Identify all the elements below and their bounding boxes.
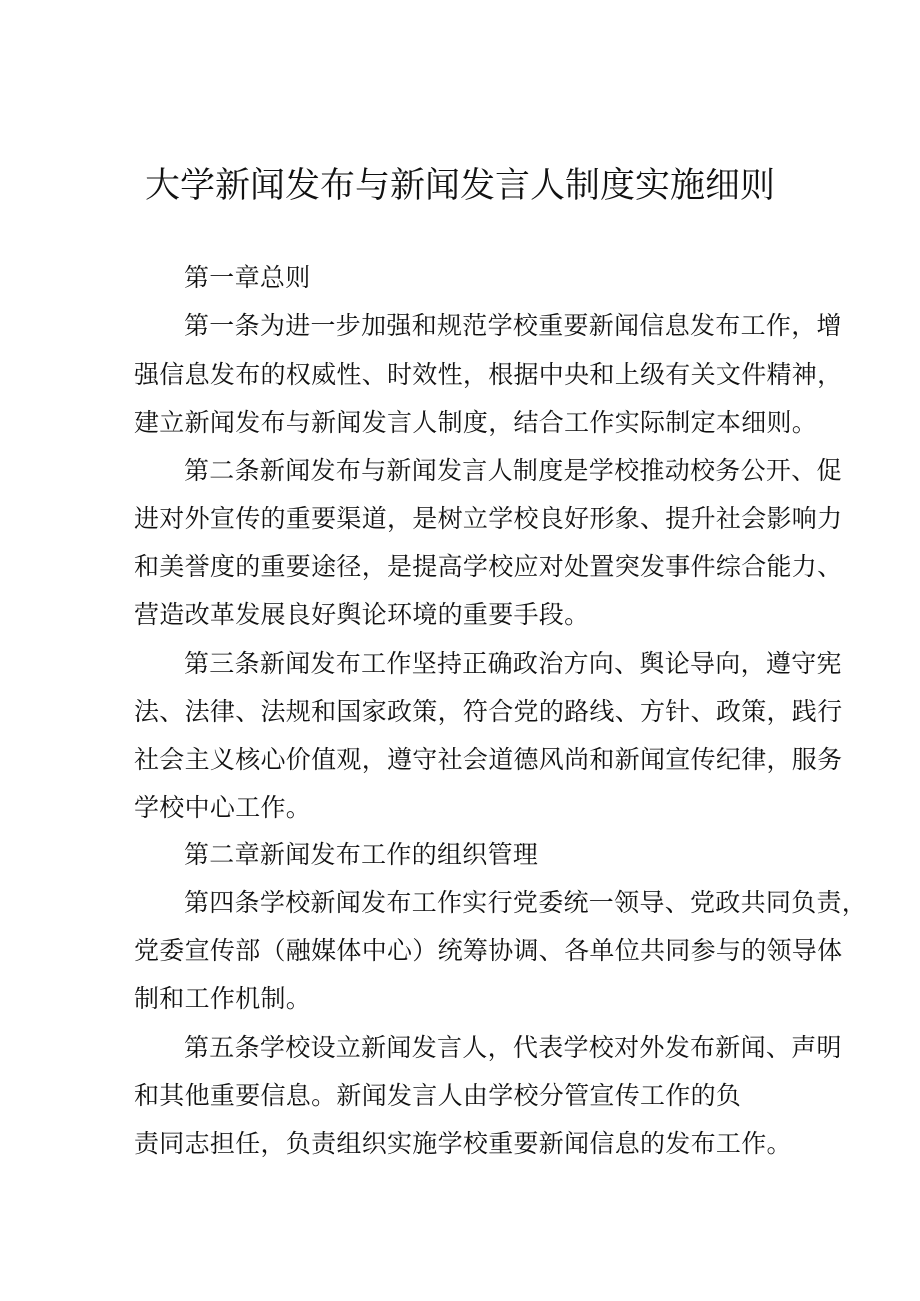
paragraph-line: 第二条新闻发布与新闻发言人制度是学校推动校务公开、促 (184, 456, 842, 485)
paragraph-line: 社会主义核心价值观，遵守社会道德风尚和新闻宣传纪律，服务 (134, 745, 843, 774)
paragraph-line: 制和工作机制。 (134, 984, 312, 1013)
paragraph-line: 第四条学校新闻发布工作实行党委统一领导、党政共同负责， (184, 888, 868, 917)
paragraph-line: 第五条学校设立新闻发言人，代表学校对外发布新闻、声明 (184, 1033, 842, 1062)
paragraph-line: 学校中心工作。 (134, 793, 312, 822)
paragraph-line: 第一条为进一步加强和规范学校重要新闻信息发布工作，增 (184, 311, 842, 340)
paragraph-line: 强信息发布的权威性、时效性，根据中央和上级有关文件精神， (134, 360, 843, 389)
document-title: 大学新闻发布与新闻发言人制度实施细则 (144, 166, 775, 206)
paragraph-line: 进对外宣传的重要渠道，是树立学校良好形象、提升社会影响力 (134, 504, 843, 533)
chapter-heading-1: 第一章总则 (184, 263, 311, 292)
chapter-heading-2: 第二章新闻发布工作的组织管理 (184, 840, 539, 869)
paragraph-line: 法、法律、法规和国家政策，符合党的路线、方针、政策，践行 (134, 697, 843, 726)
paragraph-line: 建立新闻发布与新闻发言人制度，结合工作实际制定本细则。 (134, 408, 818, 437)
paragraph-line: 党委宣传部（融媒体中心）统筹协调、各单位共同参与的领导体 (134, 936, 843, 965)
paragraph-line: 和其他重要信息。新闻发言人由学校分管宣传工作的负 (134, 1081, 742, 1110)
paragraph-line: 营造改革发展良好舆论环境的重要手段。 (134, 600, 590, 629)
paragraph-line: 第三条新闻发布工作坚持正确政治方向、舆论导向，遵守宪 (184, 649, 842, 678)
paragraph-line: 和美誉度的重要途径，是提高学校应对处置突发事件综合能力、 (134, 552, 843, 581)
paragraph-line: 责同志担任，负责组织实施学校重要新闻信息的发布工作。 (134, 1129, 792, 1158)
